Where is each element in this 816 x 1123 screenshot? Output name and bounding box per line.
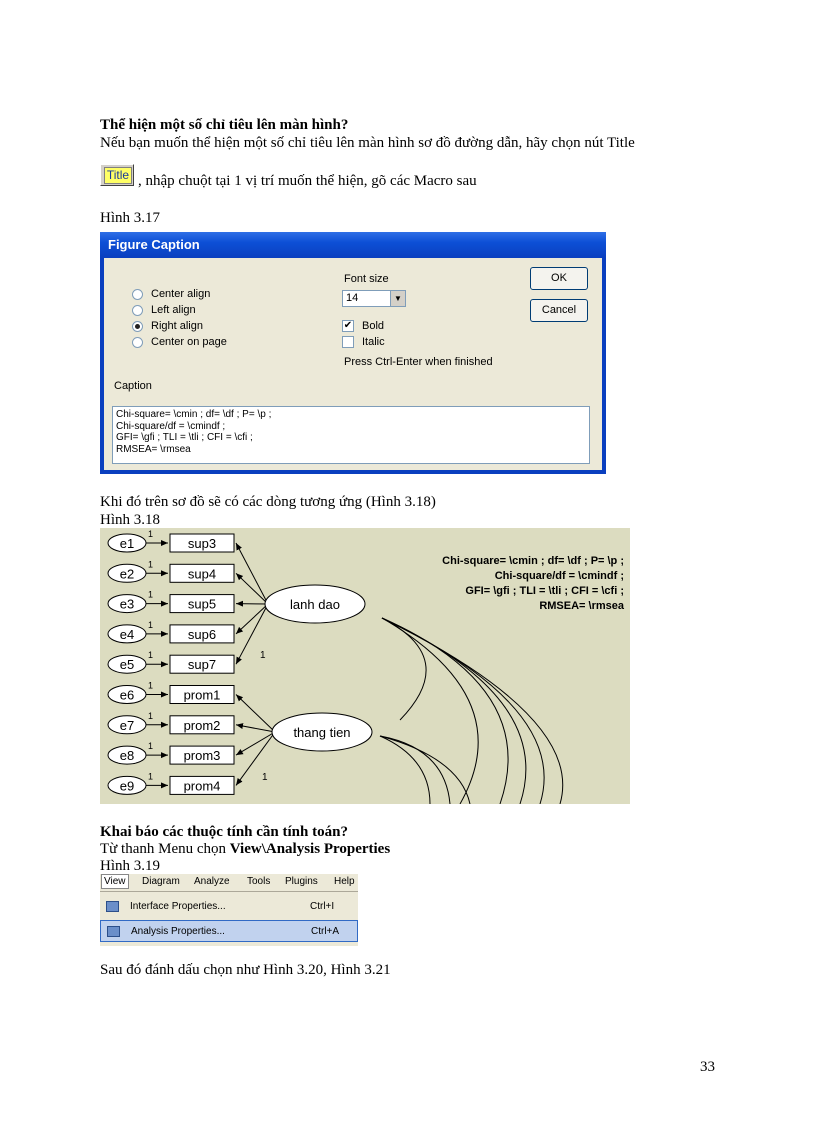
- radio-icon: [132, 337, 143, 348]
- factor-label-thang-tien: thang tien: [293, 725, 351, 740]
- checkbox-italic[interactable]: [342, 334, 385, 350]
- radio-checked-icon: [132, 321, 143, 332]
- error-label: e4: [119, 626, 135, 642]
- font-size-select[interactable]: [342, 290, 406, 307]
- menu-diagram[interactable]: Diagram: [142, 876, 180, 887]
- menu-path: View\Analysis Properties: [229, 841, 391, 857]
- dialog-body: [104, 258, 602, 470]
- loading-arrow: [236, 604, 268, 634]
- error-weight: 1: [148, 710, 154, 721]
- menu-item-interface-properties[interactable]: [100, 896, 358, 918]
- menu-instruction-text: Từ thanh Menu chọn: [100, 841, 230, 857]
- item-label: prom3: [183, 748, 221, 764]
- loading-label: 1: [260, 650, 266, 661]
- menu-item-label: Analysis Properties...: [131, 926, 225, 937]
- caption-line: GFI= \gfi ; TLI = \tli ; CFI = \cfi ;: [116, 432, 253, 443]
- figure-caption-dialog: [100, 232, 606, 474]
- check-icon: ✔: [343, 320, 353, 331]
- dialog-hint: Press Ctrl-Enter when finished: [344, 356, 493, 368]
- caption-line: Chi-square= \cmin ; df= \df ; P= \p ;: [116, 409, 272, 420]
- error-weight: 1: [148, 771, 154, 782]
- covariance-curves: [380, 618, 563, 804]
- font-size-value: 14: [346, 292, 359, 304]
- error-weight: 1: [148, 589, 154, 600]
- error-weight: 1: [148, 650, 154, 661]
- menu-plugins[interactable]: Plugins: [285, 876, 318, 887]
- paragraph-result: Khi đó trên sơ đồ sẽ có các dòng tương ứng (Hình 3.18): [100, 494, 436, 510]
- menu-item-label: Interface Properties...: [130, 901, 226, 912]
- analysis-properties-icon: [107, 926, 120, 937]
- radio-left-align[interactable]: [132, 302, 196, 318]
- loading-arrow: [236, 543, 268, 604]
- radio-icon: [132, 289, 143, 300]
- error-label: e2: [119, 566, 135, 582]
- error-weight: 1: [148, 529, 154, 539]
- error-label: e8: [119, 748, 135, 764]
- checkbox-icon: [342, 336, 354, 348]
- factor-label-lanh-dao: lanh dao: [290, 597, 340, 612]
- cancel-button[interactable]: Cancel: [530, 299, 588, 322]
- error-weight: 1: [148, 559, 154, 570]
- paragraph-title-instruction: Nếu bạn muốn thể hiện một số chỉ tiêu lên màn hình sơ đồ đường dẫn, hãy chọn nút Title: [100, 135, 635, 151]
- radio-center-align[interactable]: [132, 286, 210, 302]
- stats-line: Chi-square/df = \cmindf ;: [494, 570, 624, 582]
- path-diagram: [100, 528, 630, 804]
- error-weight: 1: [148, 741, 154, 752]
- item-label: sup5: [187, 596, 217, 612]
- item-label: prom4: [183, 778, 221, 794]
- title-button-label: Title: [104, 167, 132, 184]
- view-menu-screenshot: [100, 874, 358, 946]
- menu-item-shortcut: Ctrl+I: [310, 901, 335, 912]
- caption-line: Chi-square/df = \cmindf ;: [116, 420, 226, 432]
- menu-item-shortcut: Ctrl+A: [311, 926, 340, 937]
- radio-center-on-page[interactable]: [132, 334, 227, 350]
- section-heading-analysis-properties: Khai báo các thuộc tính cần tính toán?: [100, 824, 348, 840]
- loading-label: 1: [262, 772, 268, 783]
- section-heading-show-indices: Thể hiện một số chỉ tiêu lên màn hình?: [100, 117, 349, 133]
- paragraph-menu-instruction: [100, 840, 390, 858]
- caption-line: RMSEA= \rmsea: [116, 443, 191, 455]
- menu-tools[interactable]: Tools: [247, 876, 271, 887]
- error-label: e6: [119, 687, 135, 703]
- error-label: e3: [119, 596, 135, 612]
- ok-button[interactable]: OK: [530, 267, 588, 290]
- paragraph-next-step: Sau đó đánh dấu chọn như Hình 3.20, Hình 3.21: [100, 962, 391, 978]
- checkbox-label: Italic: [362, 336, 385, 348]
- paragraph-macro-instruction: , nhập chuột tại 1 vị trí muốn thể hiện, gõ các Macro sau: [138, 173, 477, 189]
- item-label: prom1: [183, 687, 221, 703]
- caption-label: Caption: [114, 380, 152, 392]
- radio-right-align[interactable]: [132, 318, 203, 334]
- dialog-titlebar: [100, 232, 606, 258]
- item-label: sup6: [187, 626, 217, 642]
- loading-arrow: [236, 732, 275, 785]
- title-button-image: [100, 164, 134, 186]
- radio-label: Left align: [151, 304, 196, 316]
- menu-view[interactable]: View: [101, 874, 129, 889]
- loading-arrow: [236, 573, 268, 604]
- error-label: e5: [119, 657, 135, 673]
- menu-item-analysis-properties[interactable]: [100, 920, 358, 942]
- stats-line: Chi-square= \cmin ; df= \df ; P= \p ;: [442, 555, 624, 567]
- radio-label: Center align: [151, 288, 211, 300]
- radio-icon: [132, 305, 143, 316]
- menu-help[interactable]: Help: [334, 876, 355, 887]
- loading-arrow: [236, 732, 275, 755]
- item-label: prom2: [183, 717, 221, 733]
- error-weight: 1: [148, 619, 154, 630]
- error-label: e9: [119, 778, 135, 794]
- chevron-down-icon: ▼: [390, 291, 405, 306]
- radio-label: Right align: [151, 320, 203, 332]
- figure-label-3-18: Hình 3.18: [100, 512, 160, 528]
- dialog-title: Figure Caption: [108, 237, 200, 252]
- stats-line: RMSEA= \rmsea: [539, 600, 624, 612]
- item-label: sup3: [187, 536, 217, 551]
- item-label: sup4: [187, 566, 217, 582]
- page-number: 33: [700, 1059, 715, 1075]
- stats-line: GFI= \gfi ; TLI = \tli ; CFI = \cfi ;: [465, 585, 624, 597]
- radio-label: Center on page: [151, 336, 227, 348]
- error-weight: 1: [148, 680, 154, 691]
- figure-label-3-17: Hình 3.17: [100, 210, 160, 226]
- item-label: sup7: [187, 657, 217, 673]
- menu-analyze[interactable]: Analyze: [194, 876, 230, 887]
- interface-properties-icon: [106, 901, 119, 912]
- error-label: e1: [119, 536, 135, 551]
- checkbox-bold[interactable]: [342, 318, 384, 334]
- error-label: e7: [119, 717, 135, 733]
- font-size-label: Font size: [344, 273, 389, 285]
- menubar: [100, 874, 358, 892]
- figure-label-3-19: Hình 3.19: [100, 858, 160, 874]
- caption-textarea[interactable]: [112, 406, 590, 464]
- checkbox-label: Bold: [362, 320, 385, 332]
